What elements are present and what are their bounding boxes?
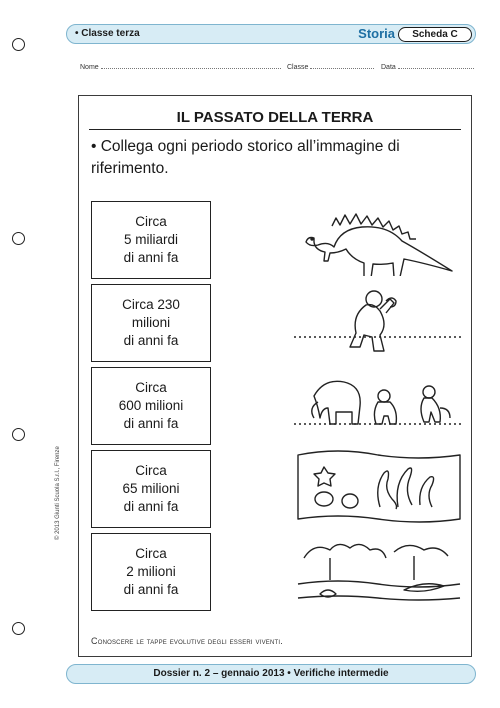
sea-life-picture[interactable] (294, 445, 464, 525)
class-field[interactable] (287, 63, 374, 71)
name-label: Nome (80, 64, 99, 71)
landscape-picture[interactable] (294, 528, 464, 608)
period-box[interactable]: Circa 230 milioni di anni fa (91, 284, 211, 362)
title-divider (89, 129, 461, 130)
binder-hole (12, 428, 25, 441)
period-box[interactable]: Circa 65 milioni di anni fa (91, 450, 211, 528)
name-field[interactable] (80, 63, 281, 71)
dinosaur-icon (294, 196, 464, 276)
header-bar (66, 24, 476, 44)
subject-label: Storia (358, 26, 395, 41)
copyright-note: © 2013 Giunti Scuola S.r.l., Firenze (55, 446, 61, 540)
date-label: Data (381, 64, 396, 71)
binder-hole (12, 232, 25, 245)
sea-life-icon (294, 445, 464, 525)
period-box[interactable]: Circa 2 milioni di anni fa (91, 533, 211, 611)
learning-objective: Conoscere le tappe evolutive degli esseri viventi. (91, 636, 283, 646)
landscape-icon (294, 528, 464, 608)
instruction-text: • Collega ogni periodo storico all’immagine di riferimento. (91, 138, 400, 177)
prehistoric-man-picture[interactable] (294, 279, 464, 359)
period-box[interactable]: Circa 5 miliardi di anni fa (91, 201, 211, 279)
worksheet-frame (78, 95, 472, 657)
caveman-icon (294, 279, 464, 359)
sheet-label: Scheda C (398, 27, 472, 42)
binder-hole (12, 622, 25, 635)
class-field-label: Classe (287, 64, 309, 71)
dinosaur-picture[interactable] (294, 196, 464, 276)
binder-hole (12, 38, 25, 51)
period-box[interactable]: Circa 600 milioni di anni fa (91, 367, 211, 445)
footer-bar: Dossier n. 2 – gennaio 2013 • Verifiche intermedie (66, 664, 476, 684)
ice-age-picture[interactable] (294, 362, 464, 442)
date-field[interactable] (381, 63, 474, 71)
class-label: • Classe terza (75, 28, 140, 39)
mammoth-monkey-icon (294, 362, 464, 442)
worksheet-title: IL PASSATO DELLA TERRA (176, 109, 374, 126)
